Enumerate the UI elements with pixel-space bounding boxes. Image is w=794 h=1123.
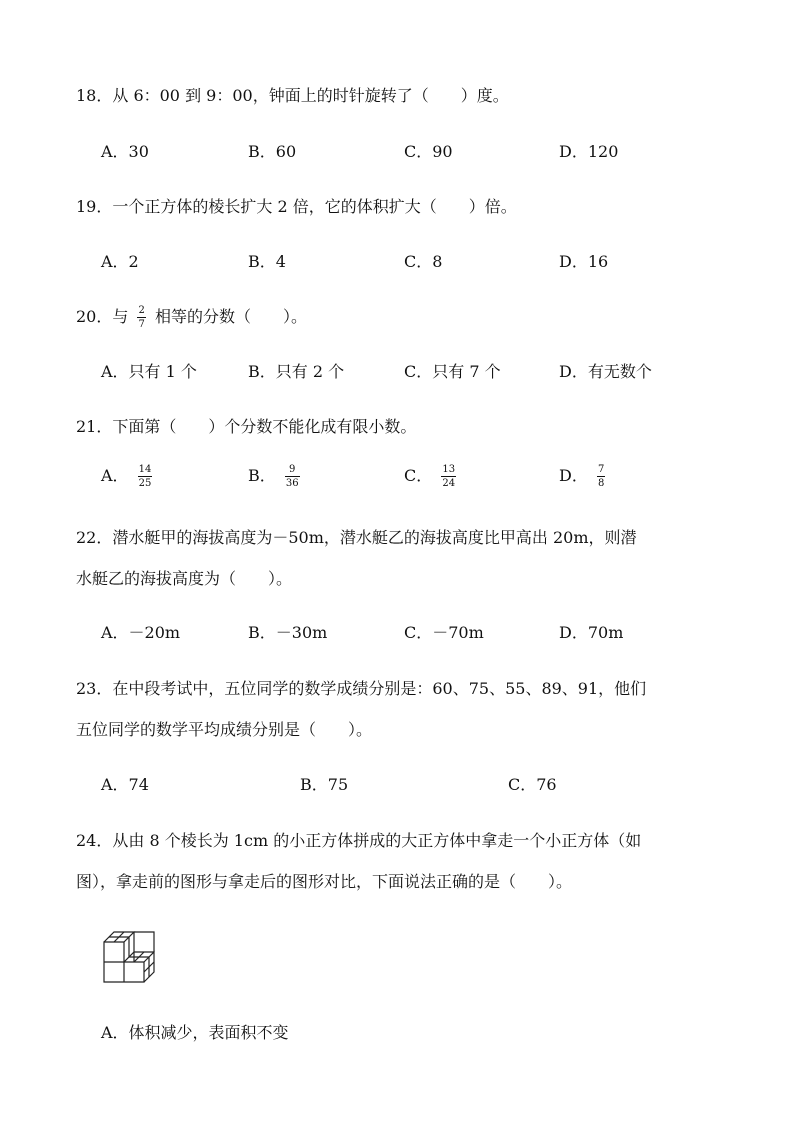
- q20-option-a[interactable]: A．只有 1 个: [101, 362, 197, 381]
- q21-option-c-fraction: [441, 464, 456, 489]
- q20-stem-pre: 20．与: [76, 307, 129, 326]
- q22-option-c[interactable]: C．－70m: [404, 623, 484, 642]
- question-24-stem-line2: 图），拿走前的图形与拿走后的图形对比，下面说法正确的是（ ）。: [76, 872, 573, 891]
- question-22-stem-line2: 水艇乙的海拔高度为（ ）。: [76, 569, 293, 588]
- question-21-stem: 21．下面第（ ）个分数不能化成有限小数。: [76, 417, 417, 436]
- fraction-bar: [441, 476, 456, 477]
- cube-figure-lines: [104, 932, 154, 982]
- q21-option-a-fraction: [138, 464, 153, 489]
- q18-option-b[interactable]: B．60: [248, 142, 297, 161]
- fraction-bar: [285, 476, 300, 477]
- question-18-stem: 18．从 6：00 到 9：00，钟面上的时针旋转了（ ）度。: [76, 86, 509, 105]
- q23-option-c[interactable]: C．76: [508, 775, 557, 794]
- q21-option-d-fraction: [597, 464, 605, 489]
- fraction-bar: [138, 476, 153, 477]
- q21-option-b-label: B．: [248, 466, 276, 485]
- q21-option-d-label: D．: [559, 466, 588, 485]
- q18-option-a[interactable]: A．30: [101, 142, 149, 161]
- q22-option-b[interactable]: B．－30m: [248, 623, 328, 642]
- back-cube-top: [134, 932, 154, 952]
- fraction-numerator: 7: [597, 464, 605, 475]
- q22-option-d[interactable]: D．70m: [559, 623, 624, 642]
- q19-option-d[interactable]: D．16: [559, 252, 609, 271]
- q21-option-c[interactable]: [404, 464, 460, 489]
- q19-option-a[interactable]: A．2: [101, 252, 139, 271]
- fraction-bar: [137, 317, 145, 318]
- q21-option-a[interactable]: [101, 464, 156, 489]
- fraction-numerator: 9: [289, 464, 296, 475]
- question-22-stem-line1: 22．潜水艇甲的海拔高度为－50m，潜水艇乙的海拔高度比甲高出 20m，则潜: [76, 528, 637, 547]
- question-23-stem-line1: 23．在中段考试中，五位同学的数学成绩分别是：60、75、55、89、91，他们: [76, 679, 647, 698]
- q21-option-c-label: C．: [404, 466, 433, 485]
- fraction-numerator: 13: [442, 464, 456, 475]
- fraction-denominator: 8: [597, 478, 605, 489]
- q22-option-a[interactable]: A．－20m: [101, 623, 181, 642]
- question-24-stem-line1: 24．从由 8 个棱长为 1cm 的小正方体拼成的大正方体中拿走一个小正方体（如: [76, 831, 642, 850]
- q20-fraction-denominator: 7: [138, 319, 145, 330]
- q18-option-c[interactable]: C．90: [404, 142, 453, 161]
- fraction-denominator: 25: [138, 478, 152, 489]
- fraction-denominator: 24: [442, 478, 456, 489]
- q20-option-c[interactable]: C．只有 7 个: [404, 362, 501, 381]
- cube-figure: [100, 924, 166, 986]
- q20-fraction-numerator: 2: [138, 305, 145, 316]
- question-19-stem: 19．一个正方体的棱长扩大 2 倍，它的体积扩大（ ）倍。: [76, 197, 517, 216]
- fraction-numerator: 14: [138, 464, 152, 475]
- question-20-stem: [76, 305, 307, 330]
- q20-stem-post: 相等的分数（ ）。: [154, 307, 307, 326]
- q19-option-c[interactable]: C．8: [404, 252, 443, 271]
- q21-option-a-label: A．: [101, 466, 129, 485]
- fraction-denominator: 36: [285, 478, 299, 489]
- q23-option-b[interactable]: B．75: [300, 775, 349, 794]
- question-23-stem-line2: 五位同学的数学平均成绩分别是（ ）。: [76, 720, 373, 739]
- q20-option-b[interactable]: B．只有 2 个: [248, 362, 345, 381]
- q19-option-b[interactable]: B．4: [248, 252, 286, 271]
- q21-option-d[interactable]: [559, 464, 609, 489]
- q23-option-a[interactable]: A．74: [101, 775, 149, 794]
- q18-option-d[interactable]: D．120: [559, 142, 619, 161]
- q20-fraction: [137, 305, 145, 330]
- q20-option-d[interactable]: D．有无数个: [559, 362, 652, 381]
- q21-option-b-fraction: [285, 464, 300, 489]
- q21-option-b[interactable]: [248, 464, 304, 489]
- q24-option-a[interactable]: A．体积减少，表面积不变: [101, 1023, 289, 1042]
- fraction-bar: [597, 476, 605, 477]
